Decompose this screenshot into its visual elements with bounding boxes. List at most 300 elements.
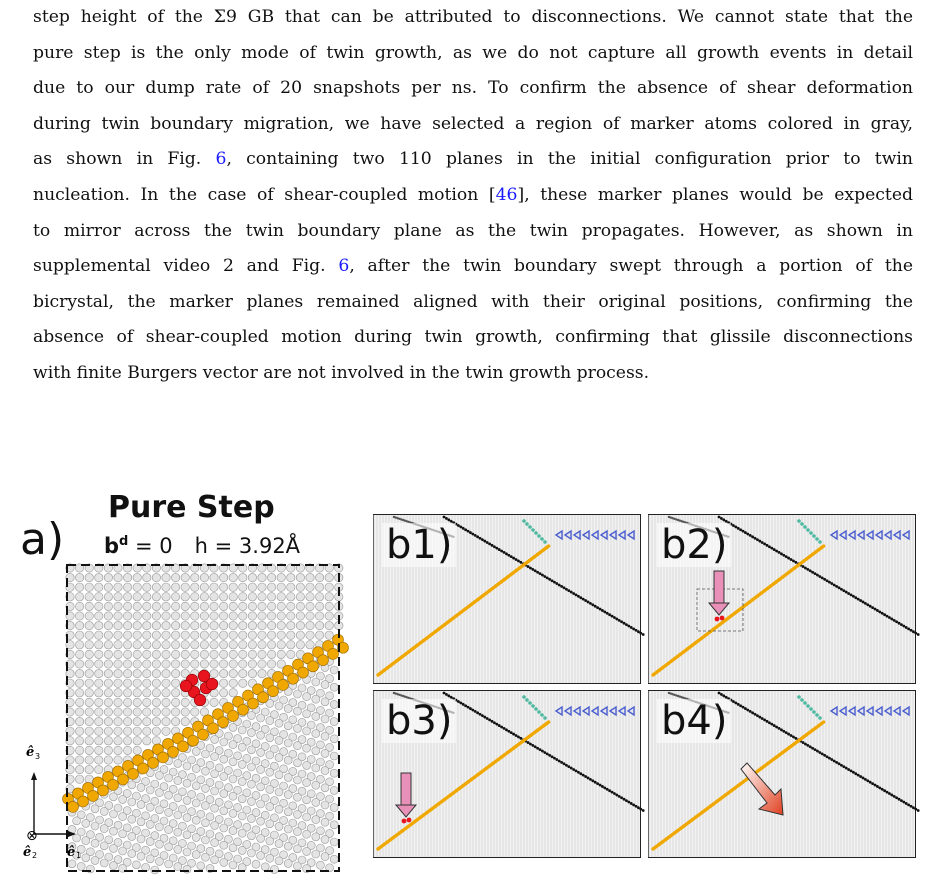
matrix-atom [296,573,304,581]
matrix-atom [303,813,311,821]
matrix-atom [247,711,255,719]
matrix-atom [95,621,103,629]
matrix-atom [330,752,338,760]
matrix-atom [104,746,112,754]
matrix-atom [123,612,131,620]
matrix-atom [109,844,117,852]
matrix-atom [321,767,329,775]
matrix-atom [183,796,191,804]
matrix-atom [95,612,103,620]
matrix-atom [75,717,83,725]
matrix-atom [104,679,112,687]
matrix-atom [91,839,99,847]
matrix-atom [211,839,219,847]
panel-b2-label: b2) [657,523,731,567]
burgers-value: = 0 [128,534,173,558]
matrix-atom [197,862,205,870]
matrix-atom [146,820,154,828]
matrix-atom [171,650,179,658]
matrix-atom [293,742,301,750]
matrix-atom [75,573,83,581]
matrix-atom [210,660,218,668]
matrix-atom [133,698,141,706]
matrix-atom [321,732,329,740]
text-line-3: due to our dump rate of 20 snapshots per ns. To confirm the absence of shear deformation [33,78,913,99]
boundary-atom [298,667,309,678]
boundary-atom [128,768,139,779]
matrix-atom [119,813,127,821]
matrix-atom [248,631,256,639]
matrix-atom [266,751,274,759]
text-line-7: to mirror across the twin boundary plane as the twin propagates. However, as shown in [33,220,913,241]
matrix-atom [171,660,179,668]
matrix-atom [306,602,314,610]
matrix-atom [171,612,179,620]
matrix-atom [85,679,93,687]
boundary-atom [178,741,189,752]
figure [0,490,944,882]
matrix-atom [267,593,275,601]
matrix-atom [146,803,154,811]
matrix-atom [238,726,246,734]
boundary-atom [88,790,99,801]
matrix-atom [248,660,256,668]
matrix-atom [162,631,170,639]
matrix-atom [248,669,256,677]
matrix-atom [152,669,160,677]
matrix-atom [171,631,179,639]
matrix-atom [85,737,93,745]
matrix-atom [238,795,246,803]
matrix-atom [257,766,265,774]
matrix-atom [210,650,218,658]
matrix-atom [287,583,295,591]
matrix-atom [315,602,323,610]
matrix-atom [210,631,218,639]
matrix-atom [104,669,112,677]
matrix-atom [85,689,93,697]
matrix-atom [152,708,160,716]
axis-e1-label: ê [67,845,76,860]
text-line-8-a: supplemental video 2 and Fig. [33,256,339,277]
matrix-atom [312,833,320,841]
matrix-atom [321,853,329,861]
matrix-atom [275,754,283,762]
matrix-atom [100,807,108,815]
matrix-atom [114,756,122,764]
matrix-atom [123,602,131,610]
matrix-atom [258,621,266,629]
matrix-atom [247,797,255,805]
matrix-atom [75,641,83,649]
matrix-atom [211,804,219,812]
matrix-atom [85,746,93,754]
matrix-atom [104,698,112,706]
matrix-atom [239,583,247,591]
matrix-atom [104,602,112,610]
axis-e3-subscript: 3 [35,752,41,761]
matrix-atom [123,631,131,639]
matrix-atom [152,593,160,601]
matrix-atom [238,760,246,768]
matrix-atom [277,612,285,620]
matrix-atom [303,693,311,701]
matrix-atom [229,827,237,835]
matrix-atom [201,853,209,861]
matrix-atom [119,830,127,838]
matrix-atom [296,631,304,639]
matrix-atom [219,602,227,610]
boundary-atom [278,679,289,690]
matrix-atom [248,641,256,649]
matrix-atom [95,727,103,735]
figure-ref-link[interactable]: 6 [215,149,227,170]
axis-e2-label: ê [23,845,32,860]
matrix-atom [152,679,160,687]
text-line-9: bicrystal, the marker planes remained aligned with their original positions, confirming the [33,291,913,312]
matrix-atom [239,593,247,601]
matrix-atom [325,631,333,639]
matrix-atom [109,810,117,818]
matrix-atom [210,573,218,581]
matrix-atom [229,641,237,649]
matrix-atom [114,746,122,754]
matrix-atom [229,573,237,581]
matrix-atom [275,840,283,848]
matrix-atom [109,862,117,870]
text-line-8 [33,249,913,285]
matrix-atom [152,650,160,658]
matrix-atom [104,612,112,620]
matrix-atom [143,573,151,581]
panel-b4 [648,690,916,858]
matrix-atom [277,573,285,581]
matrix-atom [247,729,255,737]
matrix-atom [104,650,112,658]
matrix-atom [287,612,295,620]
matrix-atom [258,583,266,591]
matrix-atom [296,612,304,620]
matrix-atom [219,621,227,629]
matrix-atom [95,631,103,639]
matrix-atom [284,722,292,730]
matrix-atom [248,602,256,610]
matrix-atom [287,593,295,601]
text-line-5-b: , containing two 110 planes in the initial configuration prior to twin [226,149,913,170]
matrix-atom [312,695,320,703]
matrix-atom [155,857,163,865]
text-line-11: with finite Burgers vector are not involved in the twin growth process. [33,362,650,383]
axis-e1-subscript: 1 [76,851,82,860]
matrix-atom [275,805,283,813]
matrix-atom [315,631,323,639]
matrix-atom [85,612,93,620]
matrix-atom [229,621,237,629]
boundary-atom [188,735,199,746]
matrix-atom [284,791,292,799]
matrix-atom [162,708,170,716]
panel-a-title: Pure Step [108,490,275,525]
matrix-atom [257,731,265,739]
matrix-atom [258,602,266,610]
matrix-atom [104,593,112,601]
text-line-1: step height of the Σ9 GB that can be attributed to disconnections. We cannot state that the [33,7,913,27]
matrix-atom [321,784,329,792]
matrix-atom [114,660,122,668]
matrix-atom [191,650,199,658]
matrix-atom [68,860,76,868]
matrix-atom [162,669,170,677]
matrix-atom [266,820,274,828]
matrix-atom [137,835,145,843]
text-line-10: absence of shear-coupled motion during twin growth, confirming that glissile disconnections [33,327,913,348]
matrix-atom [248,612,256,620]
matrix-atom [201,836,209,844]
matrix-atom [85,775,93,783]
matrix-atom [123,583,131,591]
matrix-atom [123,689,131,697]
matrix-atom [303,744,311,752]
text-line-8-b: , after the twin boundary swept through a portion of the [349,256,913,277]
matrix-atom [114,708,122,716]
matrix-atom [123,708,131,716]
matrix-atom [95,708,103,716]
matrix-atom [95,573,103,581]
matrix-atom [146,786,154,794]
matrix-atom [200,660,208,668]
boundary-atom [138,763,149,774]
matrix-atom [258,593,266,601]
matrix-atom [220,772,228,780]
matrix-atom [267,583,275,591]
matrix-atom [152,660,160,668]
matrix-atom [137,852,145,860]
matrix-atom [133,746,141,754]
matrix-atom [210,698,218,706]
matrix-atom [239,641,247,649]
matrix-atom [293,793,301,801]
matrix-atom [220,858,228,866]
matrix-atom [201,819,209,827]
matrix-atom [229,650,237,658]
matrix-atom [165,860,173,868]
matrix-atom [85,650,93,658]
matrix-atom [143,669,151,677]
matrix-atom [321,801,329,809]
matrix-atom [296,593,304,601]
matrix-atom [162,621,170,629]
matrix-atom [155,840,163,848]
matrix-atom [277,593,285,601]
matrix-atom [91,856,99,864]
matrix-atom [321,749,329,757]
matrix-atom [165,826,173,834]
matrix-atom [266,717,274,725]
matrix-atom [220,790,228,798]
matrix-atom [174,845,182,853]
matrix-atom [257,834,265,842]
matrix-atom [133,593,141,601]
matrix-atom [174,794,182,802]
matrix-atom [266,803,274,811]
matrix-atom [114,612,122,620]
matrix-atom [211,735,219,743]
matrix-atom [114,573,122,581]
matrix-atom [143,679,151,687]
matrix-atom [119,847,127,855]
matrix-atom [229,631,237,639]
matrix-atom [143,689,151,697]
matrix-atom [75,593,83,601]
matrix-atom [155,771,163,779]
matrix-atom [114,621,122,629]
matrix-atom [201,802,209,810]
matrix-atom [306,593,314,601]
matrix-atom [210,602,218,610]
matrix-atom [257,783,265,791]
matrix-atom [162,717,170,725]
matrix-atom [239,612,247,620]
matrix-atom [181,631,189,639]
matrix-atom [238,743,246,751]
matrix-atom [247,746,255,754]
matrix-atom [123,679,131,687]
matrix-atom [85,602,93,610]
boundary-atom [118,774,129,785]
matrix-atom [330,769,338,777]
figure-ref-link[interactable]: 6 [338,256,350,277]
matrix-atom [95,737,103,745]
matrix-atom [95,583,103,591]
matrix-atom [200,593,208,601]
matrix-atom [229,583,237,591]
matrix-atom [229,775,237,783]
matrix-atom [171,621,179,629]
matrix-atom [104,641,112,649]
matrix-atom [123,621,131,629]
matrix-atom [277,583,285,591]
matrix-atom [95,765,103,773]
matrix-atom [284,756,292,764]
matrix-atom [229,844,237,852]
matrix-atom [315,593,323,601]
matrix-atom [82,854,90,862]
matrix-atom [155,806,163,814]
matrix-atom [162,573,170,581]
matrix-atom [152,602,160,610]
matrix-atom [123,737,131,745]
matrix-atom [143,583,151,591]
matrix-atom [95,679,103,687]
matrix-atom [95,756,103,764]
coordinate-axes [10,740,82,860]
matrix-atom [238,778,246,786]
matrix-atom [152,727,160,735]
matrix-atom [171,669,179,677]
matrix-atom [200,650,208,658]
matrix-atom [257,852,265,860]
matrix-atom [239,679,247,687]
matrix-atom [325,621,333,629]
panel-b3 [373,690,641,858]
matrix-atom [85,756,93,764]
matrix-atom [296,641,304,649]
matrix-atom [174,828,182,836]
matrix-atom [123,641,131,649]
matrix-atom [267,621,275,629]
matrix-atom [162,698,170,706]
matrix-atom [181,573,189,581]
matrix-atom [239,602,247,610]
matrix-atom [133,689,141,697]
matrix-atom [77,862,85,870]
matrix-atom [321,818,329,826]
matrix-atom [220,841,228,849]
matrix-atom [95,660,103,668]
matrix-atom [143,708,151,716]
axis-e2-subscript: 2 [32,851,38,860]
matrix-atom [152,737,160,745]
migration-arrow [741,763,783,815]
matrix-atom [128,832,136,840]
matrix-atom [75,698,83,706]
matrix-atom [252,860,260,868]
matrix-atom [284,825,292,833]
matrix-atom [287,650,295,658]
matrix-atom [123,660,131,668]
matrix-atom [248,573,256,581]
matrix-atom [219,669,227,677]
boundary-atom [228,710,239,721]
citation-link[interactable]: 46 [495,184,518,205]
matrix-atom [325,612,333,620]
matrix-atom [258,573,266,581]
matrix-atom [162,612,170,620]
matrix-atom [75,602,83,610]
matrix-atom [325,602,333,610]
matrix-atom [143,737,151,745]
matrix-atom [171,602,179,610]
matrix-atom [133,612,141,620]
matrix-atom [128,781,136,789]
boundary-atom [238,704,249,715]
matrix-atom [165,843,173,851]
matrix-atom [181,583,189,591]
matrix-atom [312,730,320,738]
matrix-atom [287,621,295,629]
matrix-atom [229,679,237,687]
matrix-atom [239,573,247,581]
matrix-atom [171,708,179,716]
matrix-atom [133,737,141,745]
matrix-atom [220,738,228,746]
matrix-atom [293,759,301,767]
matrix-atom [192,833,200,841]
matrix-atom [330,700,338,708]
matrix-atom [192,782,200,790]
matrix-atom [229,612,237,620]
matrix-atom [85,727,93,735]
matrix-atom [183,848,191,856]
matrix-atom [104,583,112,591]
matrix-atom [247,815,255,823]
matrix-atom [191,602,199,610]
matrix-atom [75,660,83,668]
matrix-atom [239,669,247,677]
matrix-atom [133,669,141,677]
matrix-atom [104,660,112,668]
matrix-atom [181,717,189,725]
